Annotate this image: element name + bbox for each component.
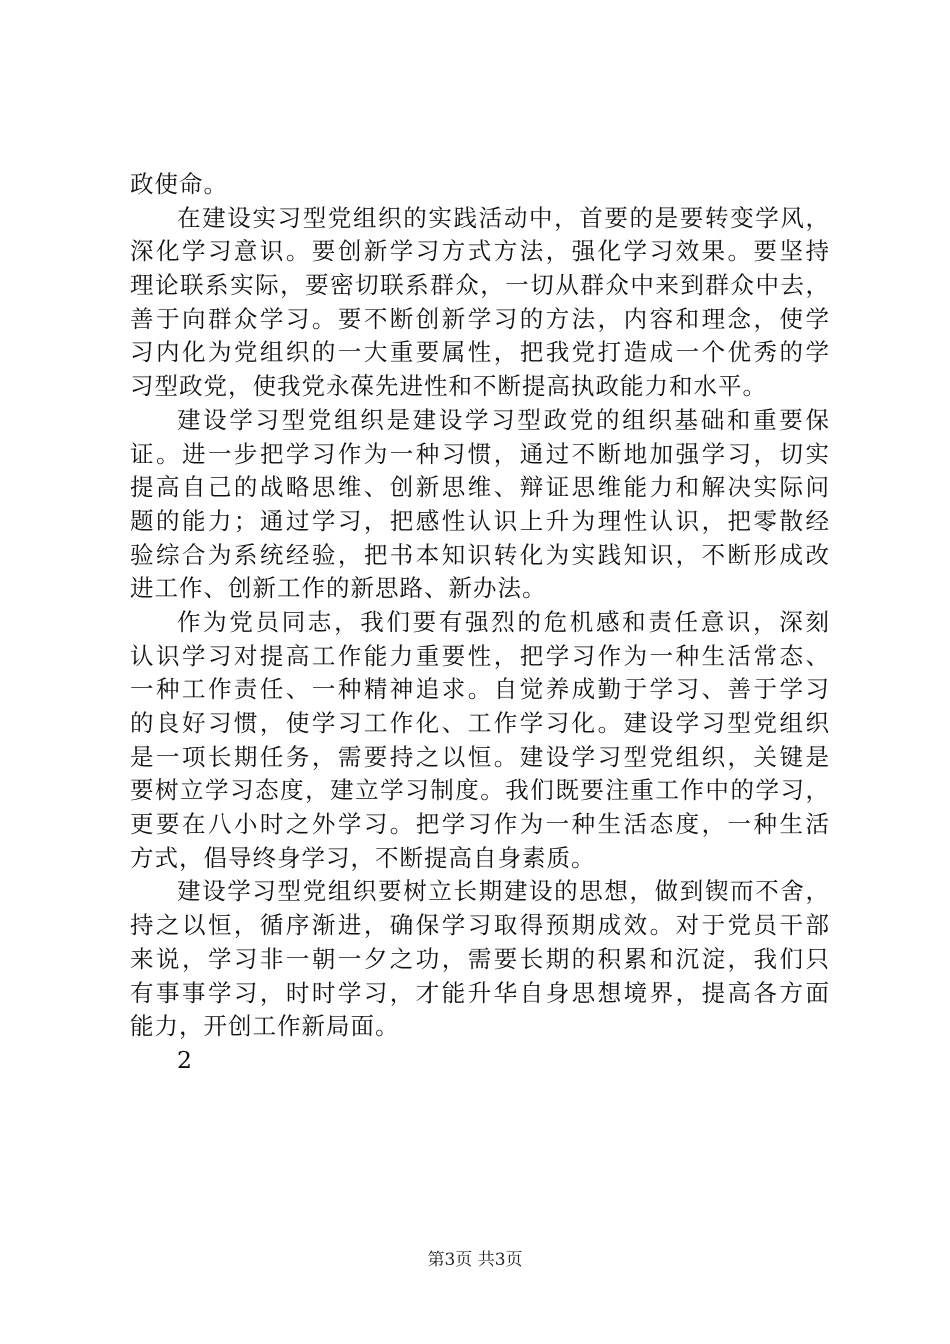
- paragraph-line: 建设学习型党组织要树立长期建设的思想，做到锲而不舍，: [177, 877, 830, 906]
- paragraph-line: 要树立学习态度，建立学习制度。我们既要注重工作中的学习，: [130, 776, 830, 805]
- paragraph-line: 善于向群众学习。要不断创新学习的方法，内容和理念，使学: [130, 304, 830, 333]
- paragraph-line: 验综合为系统经验，把书本知识转化为实践知识，不断形成改: [130, 540, 830, 569]
- paragraph-line: 证。进一步把学习作为一种习惯，通过不断地加强学习，切实: [130, 439, 830, 468]
- paragraph-line: 题的能力；通过学习，把感性认识上升为理性认识，把零散经: [130, 506, 830, 535]
- paragraph-line: 建设学习型党组织是建设学习型政党的组织基础和重要保: [177, 405, 830, 434]
- paragraph-line: 有事事学习，时时学习，才能升华自身思想境界，提高各方面: [130, 978, 830, 1007]
- paragraph-line: 提高自己的战略思维、创新思维、辩证思维能力和解决实际问: [130, 473, 830, 502]
- paragraph-line: 一种工作责任、一种精神追求。自觉养成勤于学习、善于学习: [130, 675, 830, 704]
- document-body: [130, 168, 830, 1078]
- paragraph-line: 能力，开创工作新局面。: [130, 1012, 400, 1041]
- paragraph-line: 在建设实习型党组织的实践活动中，首要的是要转变学风，: [177, 203, 830, 232]
- paragraph-line: 是一项长期任务，需要持之以恒。建设学习型党组织，关键是: [130, 742, 830, 771]
- inline-page-number: 2: [177, 1045, 192, 1074]
- paragraph-line: 政使命。: [130, 170, 228, 198]
- paragraph-line: 作为党员同志，我们要有强烈的危机感和责任意识，深刻: [177, 607, 830, 636]
- paragraph-line: 认识学习对提高工作能力重要性，把学习作为一种生活常态、: [130, 641, 830, 670]
- paragraph-line: 深化学习意识。要创新学习方式方法，强化学习效果。要坚持: [130, 237, 830, 266]
- paragraph-line: 来说，学习非一朝一夕之功，需要长期的积累和沉淀，我们只: [130, 944, 830, 973]
- paragraph-line: 理论联系实际，要密切联系群众，一切从群众中来到群众中去，: [130, 271, 830, 300]
- paragraph-line: 的良好习惯，使学习工作化、工作学习化。建设学习型党组织: [130, 709, 830, 737]
- paragraph-line: 进工作、创新工作的新思路、新办法。: [130, 574, 547, 603]
- page-footer: 第3页 共3页: [427, 1250, 523, 1270]
- paragraph-line: 习型政党，使我党永葆先进性和不断提高执政能力和水平。: [130, 372, 767, 401]
- paragraph-line: 方式，倡导终身学习，不断提高自身素质。: [130, 843, 596, 872]
- paragraph-line: 持之以恒，循序渐进，确保学习取得预期成效。对于党员干部: [130, 911, 830, 940]
- paragraph-line: 习内化为党组织的一大重要属性，把我党打造成一个优秀的学: [130, 338, 830, 367]
- paragraph-line: 更要在八小时之外学习。把学习作为一种生活态度，一种生活: [130, 810, 830, 839]
